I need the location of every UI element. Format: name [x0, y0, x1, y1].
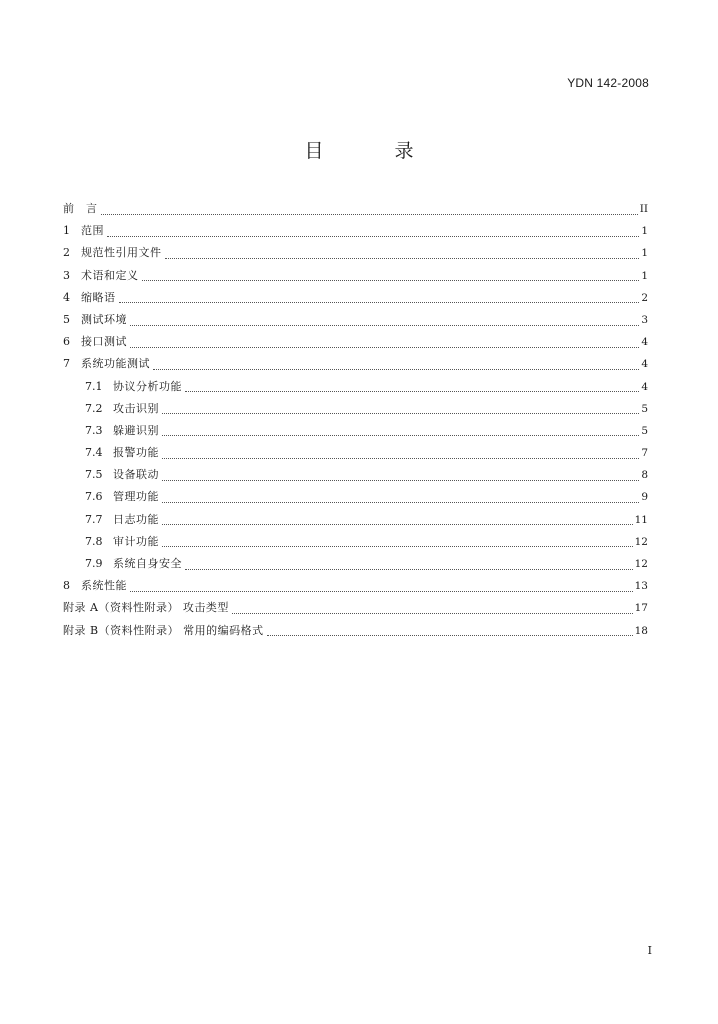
dot-leader — [107, 224, 639, 237]
toc-entry-page: 5 — [641, 402, 648, 415]
toc-entry-number: 4 — [63, 290, 70, 304]
page-title: 目 录 — [304, 140, 440, 162]
toc-entry-number: 7.9 — [85, 557, 103, 570]
toc-entry-number: 8 — [63, 579, 70, 593]
toc-entry-page: 4 — [641, 380, 648, 393]
toc-entry-number: 7 — [63, 357, 70, 371]
toc-entry-page: II — [639, 203, 648, 215]
toc-entry-page: 4 — [641, 336, 648, 349]
toc-entry-page: 17 — [634, 602, 648, 615]
toc-entry-label: 附录 A（资料性附录） 攻击类型 — [63, 601, 229, 615]
toc-entry-number: 3 — [63, 268, 70, 282]
toc-entry-label: 攻击识别 — [113, 401, 159, 415]
toc-appendix-entry[interactable] — [63, 620, 648, 642]
toc-entry-number: 7.2 — [85, 401, 103, 415]
toc-entry-number: 2 — [63, 246, 70, 260]
dot-leader — [267, 623, 633, 636]
toc-subentry[interactable] — [63, 420, 648, 442]
toc-subentry[interactable] — [63, 398, 648, 420]
toc-entry-label: 规范性引用文件 — [81, 246, 162, 260]
toc-entry-label: 测试环境 — [81, 312, 127, 326]
toc-entry-page: 8 — [641, 469, 648, 482]
toc-entry[interactable] — [63, 220, 648, 242]
page-number: I — [647, 944, 652, 957]
dot-leader — [162, 490, 639, 503]
toc-entry-page: 1 — [641, 269, 648, 282]
toc-entry-page: 3 — [641, 313, 648, 326]
toc-entry-label: 系统自身安全 — [113, 557, 182, 570]
toc-entry[interactable] — [63, 198, 648, 220]
toc-entry-number: 7.7 — [85, 512, 103, 526]
toc-subentry[interactable] — [63, 553, 648, 575]
toc-entry-page: 12 — [634, 535, 648, 548]
toc-entry-number: 7.3 — [85, 423, 103, 437]
toc-entry-page: 4 — [641, 358, 648, 371]
toc-entry-label: 躲避识别 — [113, 423, 159, 437]
toc-entry-label: 设备联动 — [113, 468, 159, 482]
toc-entry-number: 1 — [63, 224, 70, 238]
table-of-contents — [63, 198, 648, 642]
toc-entry-page: 11 — [634, 513, 648, 526]
toc-entry-page: 1 — [641, 247, 648, 260]
toc-entry-page: 5 — [641, 424, 648, 437]
toc-entry-number: 7.5 — [85, 468, 103, 482]
dot-leader — [130, 579, 633, 592]
toc-entry-label: 协议分析功能 — [113, 379, 182, 393]
toc-entry-number: 7.6 — [85, 490, 103, 504]
toc-entry-label: 日志功能 — [113, 512, 159, 526]
toc-entry[interactable] — [63, 575, 648, 597]
toc-entry-label: 范围 — [81, 224, 104, 238]
toc-subentry[interactable] — [63, 509, 648, 531]
dot-leader — [165, 246, 640, 259]
dot-leader — [162, 446, 639, 459]
toc-entry-label: 系统性能 — [81, 579, 127, 593]
document-code: YDN 142-2008 — [567, 76, 649, 90]
dot-leader — [142, 268, 640, 281]
toc-entry-label: 接口测试 — [81, 335, 127, 349]
dot-leader — [162, 512, 633, 525]
dot-leader — [232, 601, 633, 614]
dot-leader — [162, 534, 633, 547]
toc-entry-label: 前 言 — [63, 202, 98, 215]
toc-entry-page: 2 — [641, 291, 648, 304]
dot-leader — [153, 357, 639, 370]
toc-entry-label: 审计功能 — [113, 534, 159, 548]
toc-entry-page: 12 — [634, 558, 648, 570]
toc-entry-label: 术语和定义 — [81, 268, 139, 282]
toc-entry[interactable] — [63, 353, 648, 375]
toc-entry[interactable] — [63, 265, 648, 287]
dot-leader — [185, 557, 633, 570]
toc-entry-label: 报警功能 — [113, 446, 159, 460]
toc-entry[interactable] — [63, 287, 648, 309]
toc-entry-number: 7.1 — [85, 379, 103, 393]
dot-leader — [119, 290, 640, 303]
dot-leader — [130, 335, 639, 348]
toc-entry-number: 6 — [63, 335, 70, 349]
toc-subentry[interactable] — [63, 442, 648, 464]
toc-entry[interactable] — [63, 242, 648, 264]
toc-entry-page: 13 — [634, 580, 648, 593]
toc-entry-label: 缩略语 — [81, 290, 116, 304]
dot-leader — [185, 379, 639, 392]
toc-entry-label: 管理功能 — [113, 490, 159, 504]
toc-entry[interactable] — [63, 309, 648, 331]
toc-entry-label: 附录 B（资料性附录） 常用的编码格式 — [63, 623, 264, 637]
toc-subentry[interactable] — [63, 464, 648, 486]
toc-subentry[interactable] — [63, 486, 648, 508]
toc-appendix-entry[interactable] — [63, 597, 648, 619]
dot-leader — [162, 468, 639, 481]
toc-entry-page: 1 — [641, 225, 648, 238]
dot-leader — [101, 202, 638, 215]
toc-entry-number: 7.4 — [85, 446, 103, 460]
dot-leader — [162, 401, 639, 414]
toc-entry-page: 9 — [641, 491, 648, 504]
toc-entry-number: 5 — [63, 312, 70, 326]
toc-entry-number: 7.8 — [85, 534, 103, 548]
toc-subentry[interactable] — [63, 531, 648, 553]
dot-leader — [162, 423, 639, 436]
toc-entry-page: 18 — [634, 624, 648, 637]
toc-entry-page: 7 — [641, 447, 648, 460]
dot-leader — [130, 313, 639, 326]
toc-entry[interactable] — [63, 331, 648, 353]
toc-entry-label: 系统功能测试 — [81, 357, 150, 371]
toc-subentry[interactable] — [63, 376, 648, 398]
